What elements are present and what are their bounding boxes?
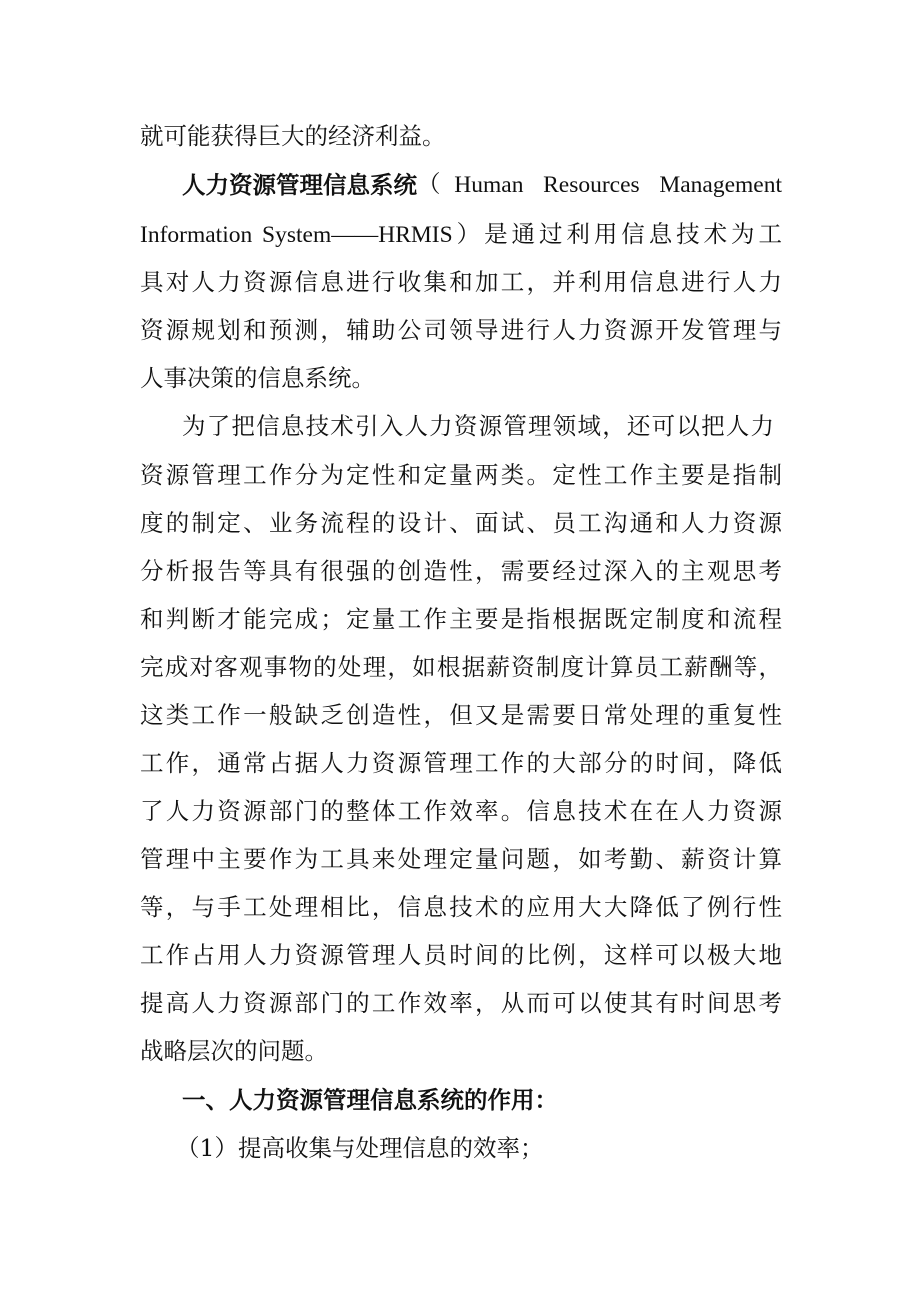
paragraph-line: 资源管理工作分为定性和定量两类。定性工作主要是指制: [140, 461, 782, 489]
section-heading: 一、人力资源管理信息系统的作用：: [182, 1086, 558, 1114]
paragraph-line: 战略层次的问题。: [140, 1037, 328, 1065]
paragraph-line: 具对人力资源信息进行收集和加工，并利用信息进行人力: [140, 268, 782, 296]
term-bold: 人力资源管理信息系统: [182, 171, 417, 199]
paragraph-line: 提高人力资源部门的工作效率，从而可以使其有时间思考: [140, 989, 782, 1017]
paragraph-line: 和判断才能完成；定量工作主要是指根据既定制度和流程: [140, 605, 782, 633]
paragraph-line: 人事决策的信息系统。: [140, 364, 375, 392]
paragraph-line: 等，与手工处理相比，信息技术的应用大大降低了例行性: [140, 893, 782, 921]
paragraph-line: [182, 165, 782, 205]
paragraph-line: 度的制定、业务流程的设计、面试、员工沟通和人力资源: [140, 509, 782, 537]
paragraph-line: Information System——HRMIS）是通过利用信息技术为工: [140, 222, 782, 248]
list-item: （1）提高收集与处理信息的效率；: [176, 1134, 544, 1162]
paragraph-line: 工作，通常占据人力资源管理工作的大部分的时间，降低: [140, 749, 782, 777]
paragraph-line: 这类工作一般缺乏创造性，但又是需要日常处理的重复性: [140, 701, 782, 729]
paragraph-line: 就可能获得巨大的经济利益。: [140, 122, 446, 150]
paragraph-line: 分析报告等具有很强的创造性，需要经过深入的主观思考: [140, 557, 782, 585]
term-english: （Human Resources Management: [417, 172, 782, 198]
paragraph-line: 了人力资源部门的整体工作效率。信息技术在在人力资源: [140, 797, 782, 825]
paragraph-line: 工作占用人力资源管理人员时间的比例，这样可以极大地: [140, 941, 782, 969]
paragraph-line: 管理中主要作为工具来处理定量问题，如考勤、薪资计算: [140, 845, 782, 873]
paragraph-line: 完成对客观事物的处理，如根据薪资制度计算员工薪酬等，: [140, 653, 782, 681]
paragraph-line: 资源规划和预测，辅助公司领导进行人力资源开发管理与: [140, 316, 782, 344]
paragraph-line: 为了把信息技术引入人力资源管理领域，还可以把人力: [182, 412, 774, 440]
